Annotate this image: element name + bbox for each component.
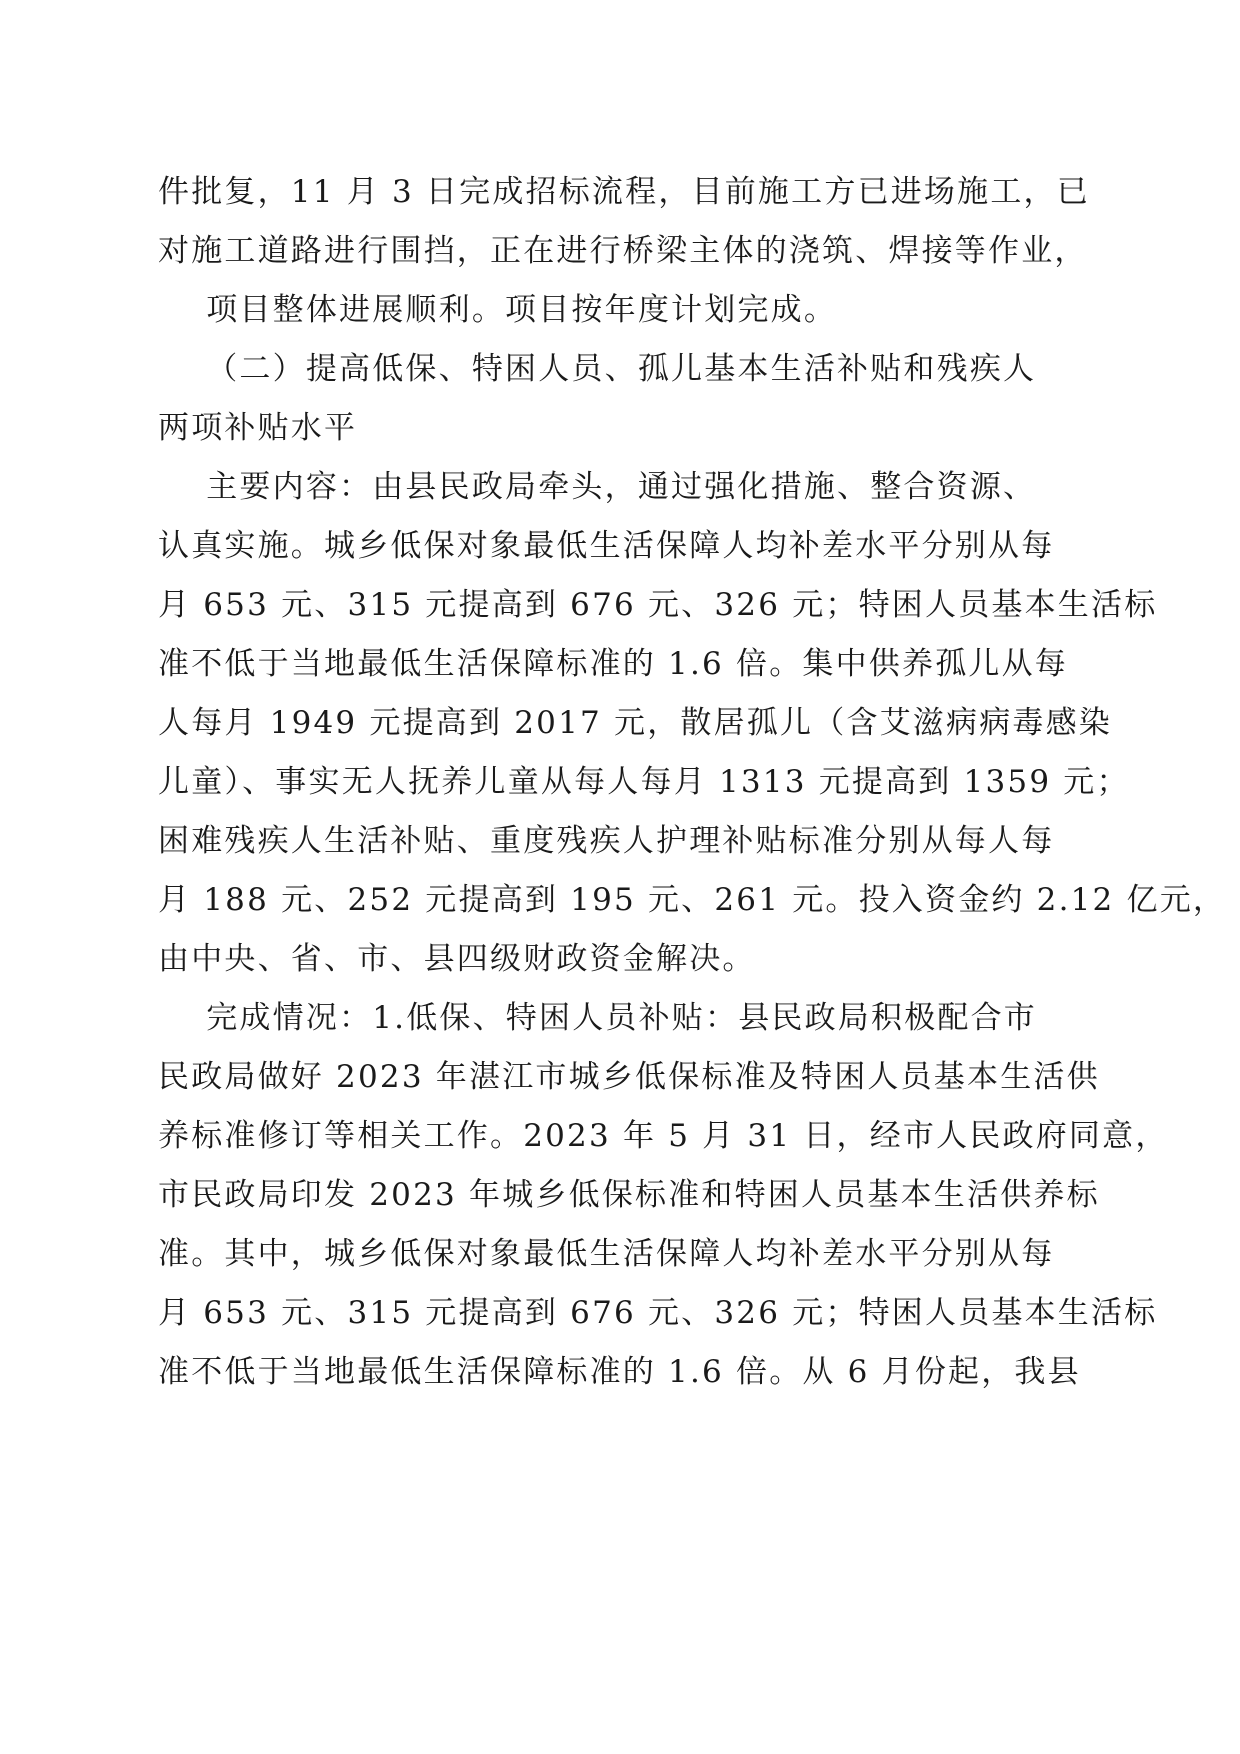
text-line: 困难残疾人生活补贴、重度残疾人护理补贴标准分别从每人每 (158, 823, 1055, 859)
text-line: 准。其中，城乡低保对象最低生活保障人均补差水平分别从每 (158, 1236, 1055, 1272)
text-line: 儿童）、事实无人抚养儿童从每人每月 1313 元提高到 1359 元； (158, 764, 1130, 800)
text-line: 准不低于当地最低生活保障标准的 1.6 倍。集中供养孤儿从每 (158, 646, 1069, 682)
text-line: 项目整体进展顺利。项目按年度计划完成。 (158, 292, 838, 328)
text-line: 月 653 元、315 元提高到 676 元、326 元；特困人员基本生活标 (158, 1295, 1158, 1331)
text-line: 完成情况：1.低保、特困人员补贴：县民政局积极配合市 (158, 1000, 1037, 1036)
text-line: 养标准修订等相关工作。2023 年 5 月 31 日，经市人民政府同意， (158, 1118, 1169, 1154)
text-line: 月 188 元、252 元提高到 195 元、261 元。投入资金约 2.12 亿元， (158, 882, 1227, 918)
text-line: 准不低于当地最低生活保障标准的 1.6 倍。从 6 月份起，我县 (158, 1354, 1081, 1390)
text-line: 件批复，11 月 3 日完成招标流程，目前施工方已进场施工，已 (158, 174, 1090, 210)
text-line: 对施工道路进行围挡，正在进行桥梁主体的浇筑、焊接等作业， (158, 233, 1088, 269)
text-line: 月 653 元、315 元提高到 676 元、326 元；特困人员基本生活标 (158, 587, 1158, 623)
text-line: 市民政局印发 2023 年城乡低保标准和特困人员基本生活供养标 (158, 1177, 1100, 1213)
text-line: 人每月 1949 元提高到 2017 元，散居孤儿（含艾滋病病毒感染 (158, 705, 1112, 741)
text-line: 主要内容：由县民政局牵头，通过强化措施、整合资源、 (158, 469, 1037, 505)
text-line: 认真实施。城乡低保对象最低生活保障人均补差水平分别从每 (158, 528, 1055, 564)
text-line: 民政局做好 2023 年湛江市城乡低保标准及特困人员基本生活供 (158, 1059, 1100, 1095)
text-line: 由中央、省、市、县四级财政资金解决。 (158, 941, 756, 977)
section-heading: 两项补贴水平 (158, 410, 358, 446)
section-heading: （二）提高低保、特困人员、孤儿基本生活补贴和残疾人 (158, 351, 1037, 387)
